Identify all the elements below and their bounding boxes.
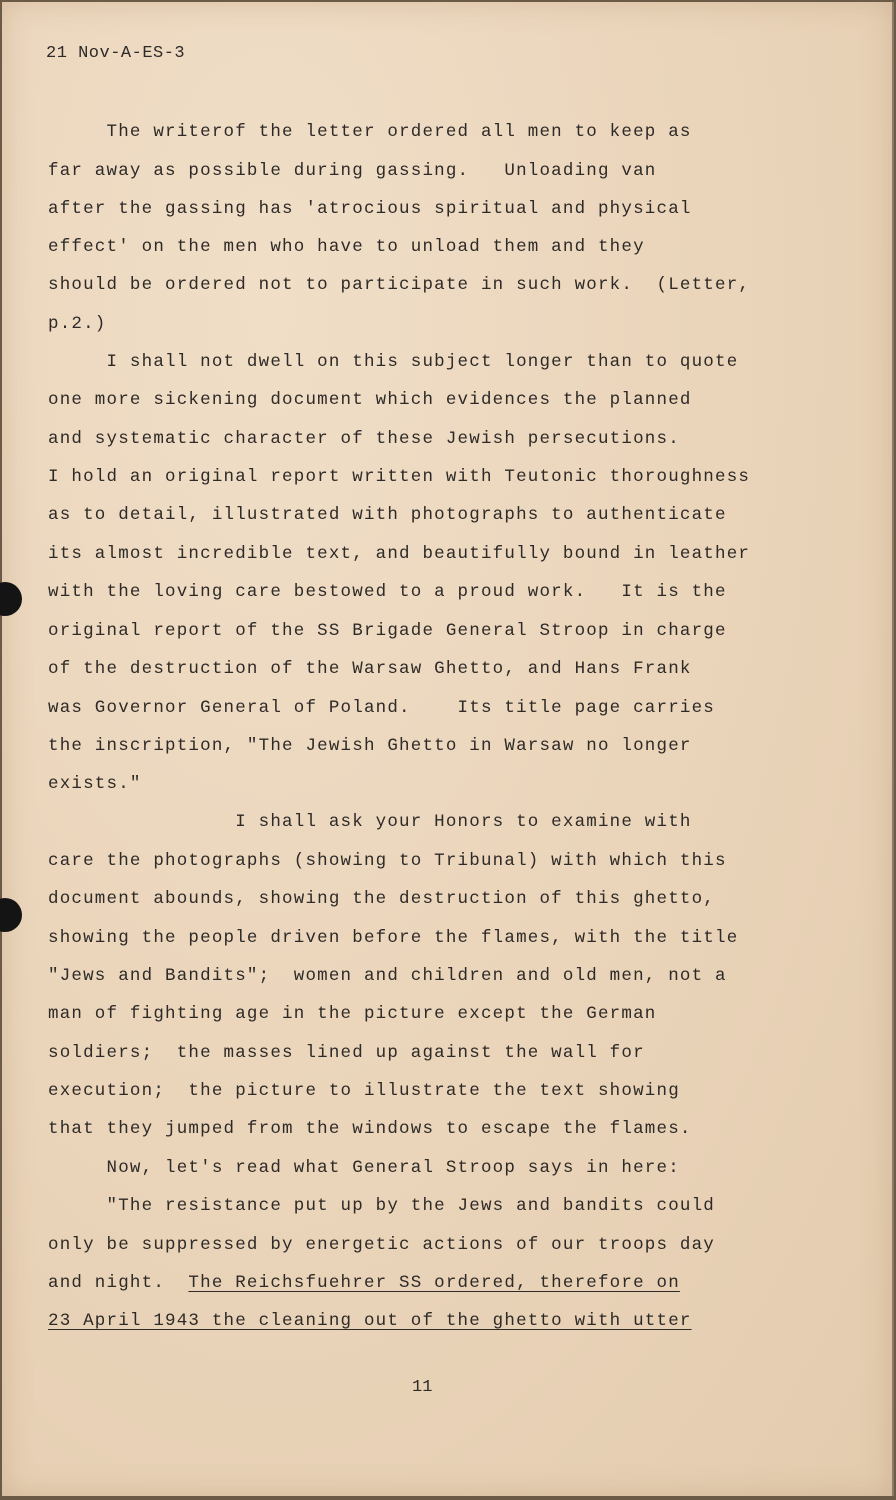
text-line: was Governor General of Poland. Its title page carries [48,698,715,718]
text-line: "Jews and Bandits"; women and children and old men, not a [48,966,727,986]
text-line [48,1311,848,1331]
text-line: I hold an original report written with Teutonic thoroughness [48,467,751,487]
punch-hole [0,898,22,932]
text-line: one more sickening document which evidences the planned [48,390,692,410]
text-line: original report of the SS Brigade General Stroop in charge [48,621,727,641]
text-line: showing the people driven before the flames, with the title [48,928,739,948]
text-line: execution; the picture to illustrate the text showing [48,1081,680,1101]
text-line: man of fighting age in the picture except the German [48,1004,657,1024]
text-line: far away as possible during gassing. Unloading van [48,161,657,181]
document-page [2,2,894,1496]
text-line: after the gassing has 'atrocious spiritual and physical [48,199,692,219]
page-number: 11 [412,1378,433,1397]
text-line: with the loving care bestowed to a proud work. It is the [48,582,727,602]
text-line: effect' on the men who have to unload them and they [48,237,645,257]
text-segment: and night. [48,1273,189,1293]
text-line: The writerof the letter ordered all men to keep as [48,122,692,142]
text-line: and systematic character of these Jewish persecutions. [48,429,680,449]
text-line: I shall not dwell on this subject longer than to quote [48,352,739,372]
text-line [48,1273,848,1293]
underlined-quote: The Reichsfuehrer SS ordered, therefore on [188,1273,680,1293]
text-line: I shall ask your Honors to examine with [48,812,692,832]
document-reference: 21 Nov-A-ES-3 [46,44,186,63]
underlined-quote: 23 April 1943 the cleaning out of the ghetto with utter [48,1311,692,1331]
text-line: care the photographs (showing to Tribunal) with which this [48,851,727,871]
text-line: that they jumped from the windows to escape the flames. [48,1119,692,1139]
text-line: p.2.) [48,314,107,334]
text-line: its almost incredible text, and beautifully bound in leather [48,544,751,564]
text-line: "The resistance put up by the Jews and bandits could [48,1196,715,1216]
text-line: Now, let's read what General Stroop says in here: [48,1158,680,1178]
text-line: document abounds, showing the destruction of this ghetto, [48,889,715,909]
text-line: soldiers; the masses lined up against the wall for [48,1043,645,1063]
text-line: exists." [48,774,142,794]
text-line: should be ordered not to participate in such work. (Letter, [48,275,751,295]
text-line: of the destruction of the Warsaw Ghetto, and Hans Frank [48,659,692,679]
text-line: only be suppressed by energetic actions of our troops day [48,1235,715,1255]
punch-hole [0,582,22,616]
text-line: as to detail, illustrated with photographs to authenticate [48,505,727,525]
text-line: the inscription, "The Jewish Ghetto in Warsaw no longer [48,736,692,756]
